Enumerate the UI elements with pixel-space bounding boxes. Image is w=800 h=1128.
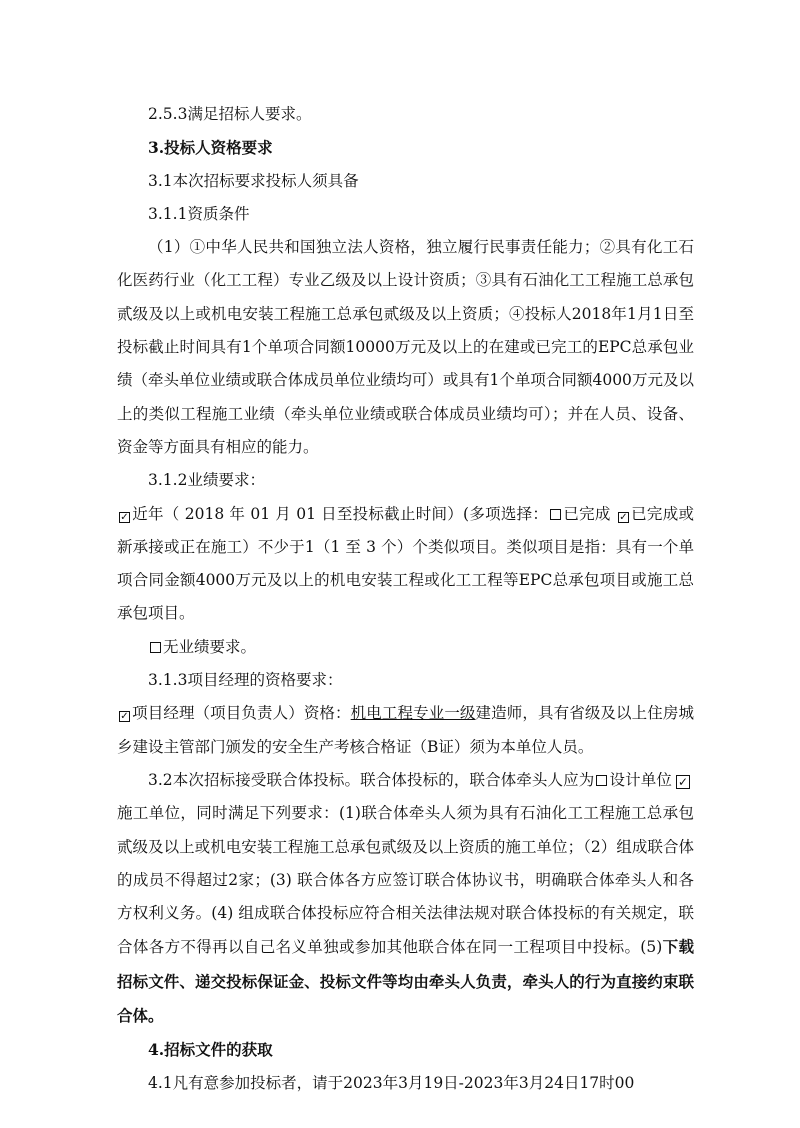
performance-paragraph	[117, 498, 694, 631]
clause-3-1-2: 3.1.2业绩要求：	[148, 471, 265, 490]
performance-option-completed: 已完成	[563, 504, 611, 523]
unchecked-checkbox-icon	[550, 509, 561, 520]
clause-3-1-3: 3.1.3项目经理的资格要求：	[148, 671, 343, 690]
no-performance-line	[117, 631, 694, 664]
consortium-text-a: 3.2本次招标接受联合体投标。联合体投标的，联合体牵头人应为	[148, 770, 595, 789]
clause-4-1: 4.1凡有意参加投标者，请于2023年3月19日-2023年3月24日17时00	[148, 1073, 635, 1092]
clause-2-5-3: 2.5.3满足招标人要求。	[148, 105, 312, 123]
pm-text-a: 项目经理（项目负责人）资格：	[132, 704, 351, 723]
checked-checkbox-icon	[618, 512, 629, 523]
unchecked-checkbox-icon	[150, 642, 161, 653]
consortium-bold-text: 下载招标文件、递交投标保证金、投标文件等均由牵头人负责，牵头人的行为直接约束联合体。	[117, 937, 694, 1026]
performance-option-ongoing: 已完成或新承接或正在施工）不少于1（1 至 3 个）个类似项目。类似项目是指：具有一个单项合同金额4000万元及以上的机电安装工程或化工工程等EPC总承包项目或施工总承包项目。	[117, 504, 694, 623]
section-heading-3: 3.投标人资格要求	[148, 138, 273, 158]
no-performance-text: 无业绩要求。	[163, 637, 257, 656]
project-manager-paragraph	[117, 697, 694, 764]
consortium-text-c: 施工单位，同时满足下列要求：(1)联合体牵头人须为具有石油化工工程施工总承包贰级及以上或机电安装工程施工总承包贰级及以上资质的施工单位；（2）组成联合体的成员不得超过2家；(3) 联合体各方应签订联合体协议书，明确联合体牵头人和各方权利义务。(4) 组成联合体投标应符合相关法律法规对联合体投标的有关规定，联合体各方不得再以自己名义单独或参加其他联合体在同一工程项目中投标。(5)	[117, 804, 694, 957]
qualification-paragraph: （1）①中华人民共和国独立法人资格，独立履行民事责任能力；②具有化工石化医药行业（化工工程）专业乙级及以上设计资质；③具有石油化工工程施工总承包贰级及以上或机电安装工程施工总承包贰级及以上资质；④投标人2018年1月1日至投标截止时间具有1个单项合同额10000万元及以上的在建或已完工的EPC总承包业绩（牵头单位业绩或联合体成员单位业绩均可）或具有1个单项合同额4000万元及以上的类似工程施工业绩（牵头单位业绩或联合体成员业绩均可）；并在人员、设备、资金等方面具有相应的能力。	[117, 238, 695, 456]
consortium-option-design: 设计单位	[609, 770, 672, 789]
checked-checkbox-icon	[676, 775, 690, 789]
clause-3-1: 3.1本次招标要求投标人须具备	[148, 171, 359, 190]
checked-checkbox-icon	[119, 711, 130, 722]
performance-text-a: 近年（ 2018 年 01 月 01 日至投标截止时间）(多项选择：	[132, 504, 549, 523]
clause-3-1-1: 3.1.1资质条件	[148, 204, 250, 223]
unchecked-checkbox-icon	[596, 775, 607, 786]
pm-underlined-grade: 机电工程专业一级	[350, 704, 476, 723]
pm-text-b: 建造师，具有省级及以上住房城乡建设主管部门颁发的安全生产考核合格证（B证）须为本单位人员。	[117, 704, 694, 756]
section-heading-4: 4.招标文件的获取	[148, 1040, 273, 1060]
checked-checkbox-icon	[119, 512, 130, 523]
clause-3-2	[117, 764, 694, 1033]
